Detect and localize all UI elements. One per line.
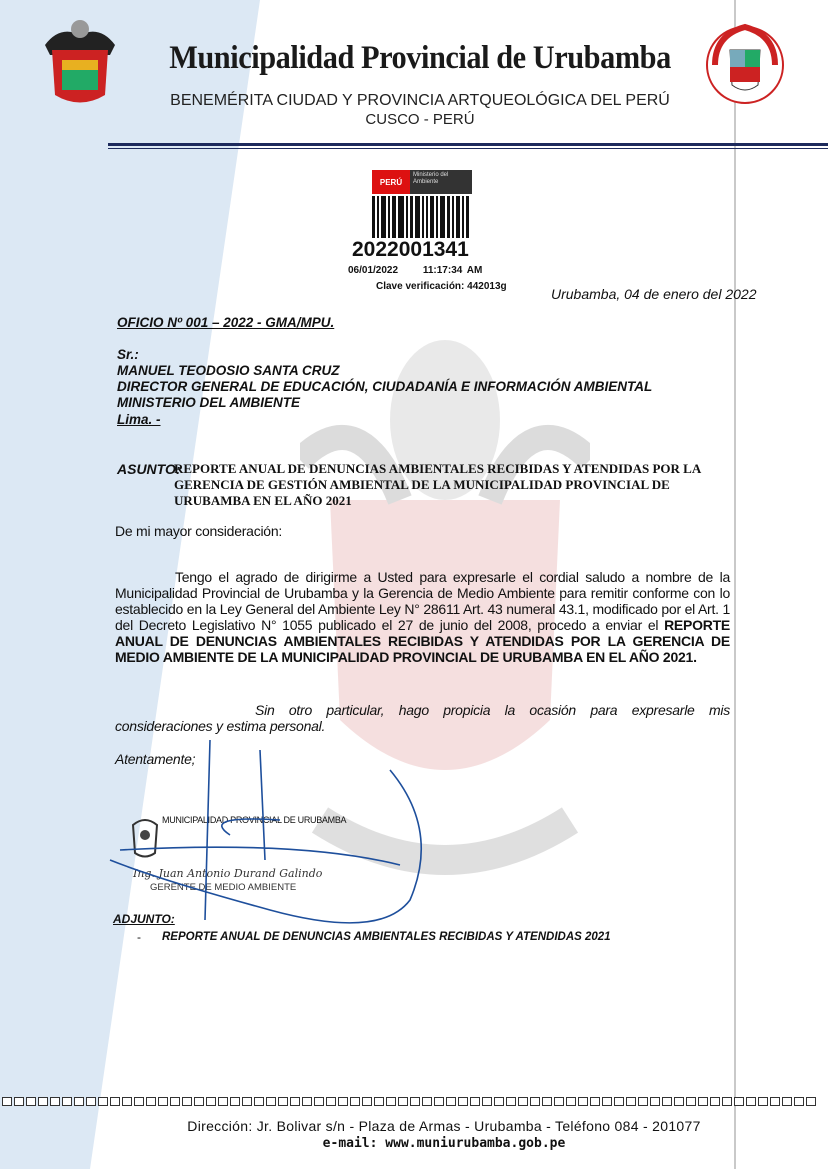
footer-band-square xyxy=(134,1097,144,1106)
footer-band-square xyxy=(230,1097,240,1106)
header-divider xyxy=(108,143,828,146)
registry-datetime xyxy=(348,265,482,277)
footer-band-square xyxy=(434,1097,444,1106)
greeting: De mi mayor consideración: xyxy=(115,523,283,539)
body-text: Tengo el agrado de dirigirme a Usted para expresarle el cordial saludo a nombre de la Municipalidad Provincial de Urubamba y la Gerencia de Medio Ambiente para remitir conforme con lo establecido en la Ley General del Ambiente Ley N° 28611 Art. 43 numeral 43.1, modificado por el Art. 1 del Decreto Legislativo N° 1055 publicado el 27 de junio del 2008, procedo a enviar el xyxy=(115,569,730,633)
footer-band-square xyxy=(734,1097,744,1106)
footer-band-square xyxy=(614,1097,624,1106)
attachment-label: ADJUNTO: xyxy=(113,912,175,926)
body-paragraph xyxy=(115,569,730,665)
recipient-institution: MINISTERIO DEL AMBIENTE xyxy=(117,395,301,410)
footer-band-square xyxy=(698,1097,708,1106)
subject-label: ASUNTO: xyxy=(117,461,181,477)
ministry-stamp xyxy=(372,170,472,194)
footer-band-square xyxy=(146,1097,156,1106)
handwritten-signature xyxy=(100,740,460,930)
municipal-crest-logo xyxy=(40,15,120,110)
institution-location: CUSCO - PERÚ xyxy=(365,111,475,128)
footer-email: e-mail: www.muniurubamba.gob.pe xyxy=(322,1136,566,1151)
signer-name: Ing. Juan Antonio Durand Galindo xyxy=(133,867,323,880)
recipient-position: DIRECTOR GENERAL DE EDUCACIÓN, CIUDADANÍA E INFORMACIÓN AMBIENTAL xyxy=(117,379,653,394)
footer-band-square xyxy=(494,1097,504,1106)
recipient-name: MANUEL TEODOSIO SANTA CRUZ xyxy=(117,363,340,378)
recipient-city: Lima. - xyxy=(117,412,161,427)
salutation: Sr.: xyxy=(117,347,139,362)
footer-band-square xyxy=(74,1097,84,1106)
footer-band-square xyxy=(722,1097,732,1106)
footer-band-square xyxy=(638,1097,648,1106)
closing: Atentamente; xyxy=(115,751,196,767)
footer-band-square xyxy=(86,1097,96,1106)
footer-band-square xyxy=(674,1097,684,1106)
footer-band-square xyxy=(626,1097,636,1106)
footer-band-square xyxy=(302,1097,312,1106)
registry-number: 2022001341 xyxy=(352,238,469,261)
subject xyxy=(117,461,732,509)
footer-band-square xyxy=(410,1097,420,1106)
footer-band-square xyxy=(794,1097,804,1106)
footer-address: Dirección: Jr. Bolivar s/n - Plaza de Armas - Urubamba - Teléfono 084 - 201077 xyxy=(187,1118,701,1134)
registry-date: 06/01/2022 xyxy=(348,265,399,276)
footer-band-square xyxy=(26,1097,36,1106)
footer-band-square xyxy=(470,1097,480,1106)
footer-band-square xyxy=(170,1097,180,1106)
footer-band-square xyxy=(314,1097,324,1106)
footer-band-square xyxy=(710,1097,720,1106)
footer-band-square xyxy=(110,1097,120,1106)
footer-band-square xyxy=(518,1097,528,1106)
peru-coat-of-arms-seal xyxy=(705,15,785,110)
body-bold-text: REPORTE ANUAL DE DENUNCIAS AMBIENTALES RECIBIDAS Y ATENDIDAS POR LA GERENCIA DE MEDIO AMBIENTE DE LA MUNICIPALIDAD PROVINCIAL DE URUBAMBA EN EL AÑO 2021. xyxy=(115,617,730,665)
closing-paragraph: Sin otro particular, hago propicia la ocasión para expresarle mis consideraciones y estima personal. xyxy=(115,702,730,734)
footer-band-square xyxy=(686,1097,696,1106)
peru-label: PERÚ xyxy=(372,170,410,194)
footer-band-square xyxy=(422,1097,432,1106)
footer-band-square xyxy=(458,1097,468,1106)
footer-band-square xyxy=(386,1097,396,1106)
footer-band-square xyxy=(266,1097,276,1106)
footer-band-square xyxy=(98,1097,108,1106)
footer-band-square xyxy=(566,1097,576,1106)
footer-band-square xyxy=(554,1097,564,1106)
footer-band-square xyxy=(602,1097,612,1106)
attachment-bullet: - xyxy=(137,930,141,944)
attachment-item: REPORTE ANUAL DE DENUNCIAS AMBIENTALES RECIBIDAS Y ATENDIDAS 2021 xyxy=(162,931,611,943)
footer-band-square xyxy=(542,1097,552,1106)
footer-band-square xyxy=(50,1097,60,1106)
footer-band-square xyxy=(782,1097,792,1106)
footer-band-square xyxy=(242,1097,252,1106)
footer-band-square xyxy=(254,1097,264,1106)
footer-band-square xyxy=(482,1097,492,1106)
registry-time: 11:17:34 AM xyxy=(422,265,483,276)
footer-band-square xyxy=(182,1097,192,1106)
footer-band-square xyxy=(806,1097,816,1106)
footer-band-square xyxy=(350,1097,360,1106)
footer-band-square xyxy=(530,1097,540,1106)
ministry-label: Ministerio del Ambiente xyxy=(410,170,472,194)
institution-title: Municipalidad Provincial de Urubamba xyxy=(169,40,671,76)
footer-band-square xyxy=(758,1097,768,1106)
footer-band-square xyxy=(158,1097,168,1106)
footer-band-square xyxy=(746,1097,756,1106)
scan-crease xyxy=(734,0,736,1169)
footer-band-square xyxy=(2,1097,12,1106)
footer-band-square xyxy=(506,1097,516,1106)
footer-band-square xyxy=(338,1097,348,1106)
footer-band-square xyxy=(278,1097,288,1106)
institution-subtitle: BENEMÉRITA CIUDAD Y PROVINCIA ARTQUEOLÓGICA DEL PERÚ xyxy=(170,92,670,109)
verification-key: Clave verificación: 442013g xyxy=(376,281,507,292)
footer-band-square xyxy=(770,1097,780,1106)
footer-band-square xyxy=(662,1097,672,1106)
footer-band-square xyxy=(326,1097,336,1106)
footer-band-square xyxy=(206,1097,216,1106)
header-divider-thin xyxy=(108,148,828,149)
footer-band-square xyxy=(650,1097,660,1106)
footer-band-square xyxy=(218,1097,228,1106)
barcode xyxy=(372,196,472,238)
footer-decorative-band xyxy=(0,1097,828,1109)
footer-band-square xyxy=(62,1097,72,1106)
footer-band-square xyxy=(122,1097,132,1106)
signature-stamp-institution: MUNICIPALIDAD PROVINCIAL DE URUBAMBA xyxy=(162,815,347,825)
footer-band-square xyxy=(14,1097,24,1106)
place-date: Urubamba, 04 de enero del 2022 xyxy=(551,286,757,302)
footer-band-square xyxy=(590,1097,600,1106)
footer-band-square xyxy=(290,1097,300,1106)
reference-number: OFICIO Nº 001 – 2022 - GMA/MPU. xyxy=(117,315,335,330)
footer-band-square xyxy=(578,1097,588,1106)
subject-text: REPORTE ANUAL DE DENUNCIAS AMBIENTALES RECIBIDAS Y ATENDIDAS POR LA GERENCIA DE GESTIÓN AMBIENTAL DE LA MUNICIPALIDAD PROVINCIAL DE URUBAMBA EN EL AÑO 2021 xyxy=(174,461,701,508)
footer-band-square xyxy=(446,1097,456,1106)
signer-title: GERENTE DE MEDIO AMBIENTE xyxy=(150,882,297,893)
footer-band-square xyxy=(362,1097,372,1106)
footer-band-square xyxy=(194,1097,204,1106)
footer-band-square xyxy=(38,1097,48,1106)
footer-band-square xyxy=(374,1097,384,1106)
footer-band-square xyxy=(398,1097,408,1106)
